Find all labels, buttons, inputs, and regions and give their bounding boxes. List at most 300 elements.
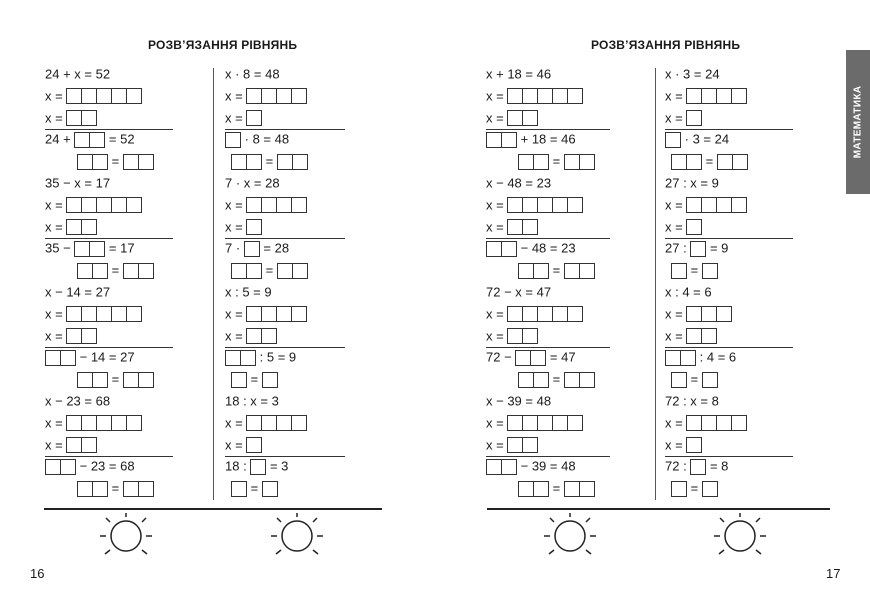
answer-box[interactable] (579, 154, 595, 170)
answer-box[interactable] (92, 372, 108, 388)
answer-box[interactable] (732, 154, 748, 170)
answer-box[interactable] (507, 306, 523, 322)
answer-box[interactable] (277, 154, 293, 170)
answer-box[interactable] (686, 306, 702, 322)
answer-box[interactable] (246, 306, 262, 322)
answer-boxes[interactable] (486, 459, 517, 475)
answer-box[interactable] (507, 415, 523, 431)
answer-boxes[interactable] (231, 372, 247, 388)
answer-boxes[interactable] (686, 328, 717, 344)
equation-text: = 8 (709, 458, 729, 474)
answer-box[interactable] (225, 350, 241, 366)
answer-boxes[interactable] (123, 154, 154, 170)
answer-boxes[interactable] (507, 437, 538, 453)
answer-boxes[interactable] (244, 241, 260, 257)
answer-box[interactable] (92, 263, 108, 279)
answer-box[interactable] (537, 88, 553, 104)
answer-boxes[interactable] (564, 372, 595, 388)
answer-box[interactable] (665, 350, 681, 366)
equation-text: x = (225, 328, 243, 344)
answer-box[interactable] (686, 154, 702, 170)
answer-box[interactable] (291, 88, 307, 104)
answer-box[interactable] (111, 415, 127, 431)
answer-box[interactable] (507, 437, 523, 453)
answer-box[interactable] (77, 263, 93, 279)
answer-box[interactable] (533, 154, 549, 170)
answer-box[interactable] (261, 328, 277, 344)
answer-boxes[interactable] (66, 219, 97, 235)
answer-box[interactable] (671, 154, 687, 170)
answer-box[interactable] (277, 263, 293, 279)
answer-box[interactable] (89, 132, 105, 148)
answer-box[interactable] (522, 415, 538, 431)
answer-box[interactable] (74, 132, 90, 148)
equation-text: x = (486, 306, 508, 322)
answer-box[interactable] (731, 88, 747, 104)
answer-box[interactable] (564, 372, 580, 388)
answer-box[interactable] (96, 88, 112, 104)
answer-boxes[interactable] (45, 459, 76, 475)
answer-box[interactable] (81, 437, 97, 453)
answer-box[interactable] (66, 197, 82, 213)
equation-text: − 39 = 48 (520, 458, 576, 474)
answer-box[interactable] (45, 459, 61, 475)
answer-box[interactable] (522, 88, 538, 104)
answer-boxes[interactable] (686, 110, 702, 126)
answer-boxes[interactable] (702, 481, 718, 497)
answer-boxes[interactable] (66, 110, 97, 126)
answer-boxes[interactable] (74, 241, 105, 257)
equation-text: = (265, 262, 274, 278)
answer-box[interactable] (66, 110, 82, 126)
answer-box[interactable] (291, 306, 307, 322)
answer-box[interactable] (701, 328, 717, 344)
answer-box[interactable] (261, 197, 277, 213)
answer-box[interactable] (537, 306, 553, 322)
answer-box[interactable] (731, 197, 747, 213)
answer-box[interactable] (60, 350, 76, 366)
answer-box[interactable] (567, 306, 583, 322)
equation-text: x = (45, 328, 63, 344)
answer-box[interactable] (126, 197, 142, 213)
answer-box[interactable] (507, 110, 523, 126)
answer-box[interactable] (564, 154, 580, 170)
answer-box[interactable] (246, 263, 262, 279)
answer-box[interactable] (77, 372, 93, 388)
answer-box[interactable] (552, 415, 568, 431)
answer-box[interactable] (518, 481, 534, 497)
answer-box[interactable] (522, 197, 538, 213)
answer-box[interactable] (246, 154, 262, 170)
answer-box[interactable] (231, 372, 247, 388)
answer-box[interactable] (716, 197, 732, 213)
answer-box[interactable] (89, 241, 105, 257)
answer-box[interactable] (522, 306, 538, 322)
answer-box[interactable] (123, 263, 139, 279)
equation-line (45, 306, 142, 323)
equation (225, 66, 280, 83)
answer-box[interactable] (690, 459, 706, 475)
answer-box[interactable] (701, 415, 717, 431)
answer-box[interactable] (564, 263, 580, 279)
answer-box[interactable] (690, 241, 706, 257)
answer-box[interactable] (81, 415, 97, 431)
answer-boxes[interactable] (686, 219, 702, 235)
answer-box[interactable] (96, 197, 112, 213)
equation-text: x − 23 = 68 (45, 393, 111, 409)
answer-boxes[interactable] (231, 481, 247, 497)
answer-box[interactable] (96, 415, 112, 431)
equation-line (225, 131, 289, 148)
answer-boxes[interactable] (246, 328, 277, 344)
answer-boxes[interactable] (564, 481, 595, 497)
column-divider (655, 68, 656, 500)
answer-boxes[interactable] (225, 132, 241, 148)
answer-box[interactable] (486, 132, 502, 148)
answer-boxes[interactable] (246, 219, 262, 235)
answer-boxes[interactable] (690, 459, 706, 475)
answer-box[interactable] (111, 306, 127, 322)
answer-boxes[interactable] (66, 415, 142, 431)
answer-box[interactable] (686, 219, 702, 235)
answer-box[interactable] (686, 88, 702, 104)
answer-box[interactable] (126, 415, 142, 431)
answer-box[interactable] (716, 306, 732, 322)
answer-box[interactable] (533, 263, 549, 279)
answer-box[interactable] (81, 110, 97, 126)
answer-box[interactable] (74, 241, 90, 257)
answer-box[interactable] (244, 241, 260, 257)
answer-box[interactable] (246, 88, 262, 104)
answer-boxes[interactable] (77, 263, 108, 279)
answer-boxes[interactable] (507, 110, 538, 126)
answer-box[interactable] (246, 328, 262, 344)
answer-boxes[interactable] (123, 263, 154, 279)
answer-boxes[interactable] (231, 263, 262, 279)
equation-line (486, 219, 538, 236)
answer-box[interactable] (81, 88, 97, 104)
answer-box[interactable] (66, 415, 82, 431)
answer-box[interactable] (702, 372, 718, 388)
equation-text: = (705, 153, 714, 169)
equation-text: · 3 = 24 (684, 131, 730, 147)
answer-box[interactable] (686, 110, 702, 126)
answer-boxes[interactable] (665, 132, 681, 148)
answer-box[interactable] (66, 328, 82, 344)
answer-boxes[interactable] (671, 263, 687, 279)
answer-boxes[interactable] (246, 437, 262, 453)
answer-box[interactable] (564, 481, 580, 497)
answer-box[interactable] (261, 88, 277, 104)
answer-box[interactable] (717, 154, 733, 170)
answer-box[interactable] (533, 481, 549, 497)
answer-box[interactable] (81, 306, 97, 322)
answer-boxes[interactable] (246, 110, 262, 126)
answer-box[interactable] (138, 481, 154, 497)
answer-box[interactable] (552, 306, 568, 322)
answer-box[interactable] (486, 459, 502, 475)
answer-box[interactable] (261, 306, 277, 322)
answer-box[interactable] (81, 328, 97, 344)
answer-boxes[interactable] (518, 372, 549, 388)
answer-box[interactable] (686, 415, 702, 431)
answer-box[interactable] (671, 372, 687, 388)
answer-boxes[interactable] (246, 415, 307, 431)
equation-line (45, 131, 135, 148)
answer-boxes[interactable] (507, 197, 583, 213)
answer-box[interactable] (66, 219, 82, 235)
answer-box[interactable] (507, 219, 523, 235)
answer-box[interactable] (240, 350, 256, 366)
answer-boxes[interactable] (486, 241, 517, 257)
answer-box[interactable] (111, 88, 127, 104)
answer-box[interactable] (276, 88, 292, 104)
page-number: 17 (826, 566, 841, 581)
equation-text: = (552, 371, 561, 387)
answer-boxes[interactable] (486, 132, 517, 148)
answer-box[interactable] (246, 110, 262, 126)
answer-box[interactable] (716, 88, 732, 104)
equation-line (45, 197, 142, 214)
answer-box[interactable] (507, 328, 523, 344)
answer-boxes[interactable] (671, 372, 687, 388)
answer-box[interactable] (123, 154, 139, 170)
answer-boxes[interactable] (518, 263, 549, 279)
answer-box[interactable] (250, 459, 266, 475)
answer-boxes[interactable] (665, 350, 696, 366)
answer-box[interactable] (522, 328, 538, 344)
answer-box[interactable] (246, 437, 262, 453)
answer-box[interactable] (501, 132, 517, 148)
answer-box[interactable] (530, 350, 546, 366)
answer-box[interactable] (686, 328, 702, 344)
answer-boxes[interactable] (507, 328, 538, 344)
answer-boxes[interactable] (123, 372, 154, 388)
answer-box[interactable] (579, 372, 595, 388)
answer-box[interactable] (66, 306, 82, 322)
answer-box[interactable] (60, 459, 76, 475)
equation-line (225, 458, 288, 475)
answer-box[interactable] (291, 197, 307, 213)
answer-boxes[interactable] (250, 459, 266, 475)
answer-box[interactable] (501, 241, 517, 257)
equation-line (45, 219, 97, 236)
column-divider (213, 68, 214, 500)
answer-box[interactable] (680, 350, 696, 366)
answer-boxes[interactable] (686, 415, 747, 431)
equation-text: = (250, 480, 259, 496)
answer-boxes[interactable] (225, 350, 256, 366)
answer-boxes[interactable] (77, 154, 108, 170)
answer-box[interactable] (522, 437, 538, 453)
answer-box[interactable] (292, 263, 308, 279)
answer-box[interactable] (686, 437, 702, 453)
answer-box[interactable] (81, 219, 97, 235)
answer-box[interactable] (92, 481, 108, 497)
answer-boxes[interactable] (66, 88, 142, 104)
answer-box[interactable] (665, 132, 681, 148)
answer-box[interactable] (231, 481, 247, 497)
answer-box[interactable] (579, 481, 595, 497)
equation-text: x = (225, 219, 243, 235)
answer-box[interactable] (552, 197, 568, 213)
answer-box[interactable] (507, 197, 523, 213)
answer-box[interactable] (225, 132, 241, 148)
answer-box[interactable] (507, 88, 523, 104)
answer-boxes[interactable] (564, 263, 595, 279)
answer-boxes[interactable] (246, 306, 307, 322)
answer-box[interactable] (123, 481, 139, 497)
equation-text: = (265, 153, 274, 169)
answer-boxes[interactable] (262, 481, 278, 497)
answer-box[interactable] (716, 415, 732, 431)
answer-boxes[interactable] (66, 197, 142, 213)
answer-boxes[interactable] (277, 154, 308, 170)
answer-box[interactable] (276, 415, 292, 431)
answer-box[interactable] (701, 306, 717, 322)
equation-line (518, 262, 595, 279)
answer-boxes[interactable] (686, 197, 747, 213)
answer-box[interactable] (66, 437, 82, 453)
answer-boxes[interactable] (518, 154, 549, 170)
answer-boxes[interactable] (690, 241, 706, 257)
answer-box[interactable] (246, 219, 262, 235)
equation-text: x = (45, 197, 67, 213)
answer-boxes[interactable] (564, 154, 595, 170)
answer-box[interactable] (77, 481, 93, 497)
answer-box[interactable] (138, 263, 154, 279)
equation-text: 7 · x = 28 (225, 175, 280, 191)
answer-box[interactable] (81, 197, 97, 213)
answer-boxes[interactable] (686, 437, 702, 453)
answer-box[interactable] (92, 154, 108, 170)
answer-box[interactable] (533, 372, 549, 388)
answer-boxes[interactable] (702, 372, 718, 388)
answer-box[interactable] (231, 154, 247, 170)
answer-box[interactable] (276, 306, 292, 322)
answer-box[interactable] (515, 350, 531, 366)
equation-text: x = (665, 415, 687, 431)
equation-text: = 47 (549, 349, 576, 365)
answer-box[interactable] (522, 219, 538, 235)
answer-boxes[interactable] (686, 88, 747, 104)
answer-box[interactable] (262, 481, 278, 497)
subject-tab-label: МАТЕМАТИКА (852, 85, 864, 159)
answer-box[interactable] (702, 263, 718, 279)
answer-box[interactable] (537, 197, 553, 213)
answer-box[interactable] (292, 154, 308, 170)
answer-box[interactable] (701, 88, 717, 104)
answer-box[interactable] (486, 241, 502, 257)
answer-box[interactable] (291, 415, 307, 431)
answer-boxes[interactable] (45, 350, 76, 366)
equation-text: : 5 = 9 (259, 349, 297, 365)
answer-boxes[interactable] (702, 263, 718, 279)
separator (45, 347, 173, 348)
answer-boxes[interactable] (507, 88, 583, 104)
answer-box[interactable] (45, 350, 61, 366)
answer-box[interactable] (276, 197, 292, 213)
answer-boxes[interactable] (686, 306, 732, 322)
answer-box[interactable] (537, 415, 553, 431)
answer-box[interactable] (262, 372, 278, 388)
answer-boxes[interactable] (262, 372, 278, 388)
answer-box[interactable] (671, 481, 687, 497)
answer-box[interactable] (123, 372, 139, 388)
answer-boxes[interactable] (671, 481, 687, 497)
equation (665, 175, 719, 192)
answer-box[interactable] (518, 263, 534, 279)
answer-boxes[interactable] (231, 154, 262, 170)
answer-box[interactable] (96, 306, 112, 322)
answer-box[interactable] (567, 415, 583, 431)
answer-box[interactable] (552, 88, 568, 104)
answer-boxes[interactable] (507, 415, 583, 431)
answer-boxes[interactable] (717, 154, 748, 170)
answer-boxes[interactable] (66, 306, 142, 322)
separator (225, 347, 345, 348)
answer-box[interactable] (246, 415, 262, 431)
equation-text: x = (45, 88, 67, 104)
answer-boxes[interactable] (66, 328, 97, 344)
answer-box[interactable] (138, 372, 154, 388)
equation-text: x = (665, 437, 683, 453)
answer-boxes[interactable] (507, 219, 538, 235)
answer-box[interactable] (671, 263, 687, 279)
equation-text: x = (225, 415, 247, 431)
answer-boxes[interactable] (277, 263, 308, 279)
sun-icon (541, 512, 599, 560)
answer-box[interactable] (231, 263, 247, 279)
answer-boxes[interactable] (515, 350, 546, 366)
answer-box[interactable] (567, 197, 583, 213)
answer-box[interactable] (522, 110, 538, 126)
answer-boxes[interactable] (66, 437, 97, 453)
answer-boxes[interactable] (518, 481, 549, 497)
answer-boxes[interactable] (123, 481, 154, 497)
answer-boxes[interactable] (671, 154, 702, 170)
answer-box[interactable] (686, 197, 702, 213)
answer-box[interactable] (731, 415, 747, 431)
answer-box[interactable] (701, 197, 717, 213)
answer-boxes[interactable] (246, 88, 307, 104)
equation-text: x − 48 = 23 (486, 175, 552, 191)
answer-box[interactable] (518, 372, 534, 388)
answer-box[interactable] (66, 88, 82, 104)
answer-box[interactable] (246, 197, 262, 213)
answer-box[interactable] (702, 481, 718, 497)
answer-boxes[interactable] (77, 372, 108, 388)
equation-text: x + 18 = 46 (486, 66, 552, 82)
answer-boxes[interactable] (77, 481, 108, 497)
answer-box[interactable] (567, 88, 583, 104)
equation-line (225, 219, 262, 236)
answer-box[interactable] (261, 415, 277, 431)
answer-box[interactable] (126, 306, 142, 322)
answer-box[interactable] (111, 197, 127, 213)
answer-box[interactable] (126, 88, 142, 104)
answer-box[interactable] (138, 154, 154, 170)
separator (665, 456, 793, 457)
answer-boxes[interactable] (507, 306, 583, 322)
answer-box[interactable] (77, 154, 93, 170)
equation-line (77, 480, 154, 497)
answer-boxes[interactable] (246, 197, 307, 213)
answer-box[interactable] (579, 263, 595, 279)
answer-box[interactable] (518, 154, 534, 170)
answer-boxes[interactable] (74, 132, 105, 148)
answer-box[interactable] (501, 459, 517, 475)
